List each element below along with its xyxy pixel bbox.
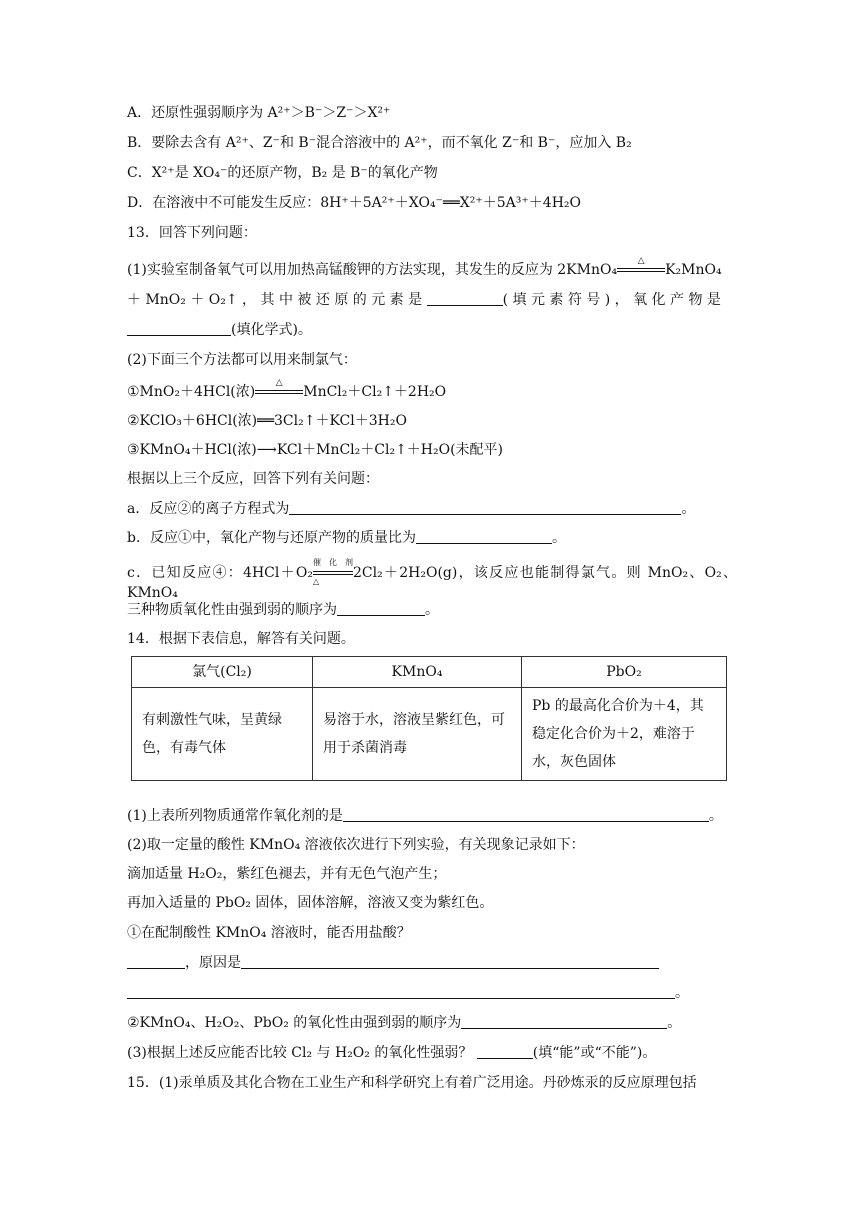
q14-part3-text-a: (3)根据上述反应能否比较 Cl₂ 与 H₂O₂ 的氧化性强弱？ [127,1045,473,1061]
q13-question-b [127,528,737,548]
catalyst-label: 催化剂 [312,558,353,567]
q14-observation-1: 滴加适量 H₂O₂，紫红色褪去，并有无色气泡产生； [127,866,447,882]
q14-sub1-answer-line2 [127,983,737,1003]
q12-option-d: D．在溶液中不可能发生反应：8H⁺＋5A²⁺＋XO₄⁻══X²⁺＋5A³⁺＋4H₂O [127,195,582,211]
q13-part1-text-a: (1)实验室制备氧气可以用加热高锰酸钾的方法实现，其发生的反应为 2KMnO₄ [127,262,618,278]
period: 。 [551,530,566,546]
table-row [132,688,727,781]
answer-blank[interactable] [343,807,709,822]
answer-blank[interactable] [127,954,185,969]
q15-line: 15．(1)汞单质及其化合物在工业生产和科学研究上有着广泛用途。丹砂炼汞的反应原理包括 [127,1075,697,1091]
answer-blank[interactable] [461,1014,667,1029]
table-header: KMnO₄ [313,657,522,688]
q14-sub1-answer-line [127,953,737,973]
heat-sign: △ [637,256,645,266]
heat-sign: △ [275,378,283,388]
q14-part1 [127,806,737,826]
reaction-3: ③KMnO₄＋HCl(浓)⟶KCl＋MnCl₂＋Cl₂↑＋H₂O(未配平) [127,442,504,458]
table-header: PbO₂ [522,657,727,688]
period: 。 [708,808,723,824]
reaction-1-left: ①MnO₂＋4HCl(浓) [127,384,256,400]
period: 。 [425,602,439,618]
q13-question-c-line2-text: 三种物质氧化性由强到弱的顺序为 [127,602,337,618]
answer-blank[interactable] [337,601,425,616]
q14-part3 [127,1043,737,1063]
property-table [131,656,727,781]
reaction-1-right: MnCl₂＋Cl₂↑＋2H₂O [303,384,447,400]
q14-sub1: ①在配制酸性 KMnO₄ 溶液时，能否用盐酸？ [127,925,411,941]
table-cell: 有刺激性气味，呈黄绿色，有毒气体 [132,688,313,781]
table-header-row [132,657,727,688]
period: 。 [675,985,689,1001]
q13-question-a-text: a．反应②的离子方程式为 [127,501,290,517]
q13-question-c-text-a: c．已知反应④：4HCl＋O₂ [127,565,313,581]
q12-option-b: B．要除去含有 A²⁺、Z⁻和 B⁻混合溶液中的 A²⁺，而不氧化 Z⁻和 B⁻，应加入 B₂ [127,135,632,151]
answer-blank[interactable] [477,1044,533,1059]
q13-part1-line2-a: ＋ MnO₂ ＋ O₂↑ ， 其 中 被 还 原 的 元 素 是 [127,292,423,308]
q12-option-c: C．X²⁺是 XO₄⁻的还原产物，B₂ 是 B⁻的氧化产物 [127,165,438,181]
catalyst-heat-equals-sign [312,558,353,586]
reaction-2: ②KClO₃＋6HCl(浓)══3Cl₂↑＋KCl＋3H₂O [127,413,407,429]
table-cell: Pb 的最高化合价为＋4，其稳定化合价为＋2，难溶于水，灰色固体 [522,688,727,781]
table-cell: 易溶于水，溶液呈紫红色，可用于杀菌消毒 [313,688,522,781]
heat-equals-sign [255,378,303,402]
q13-question-b-text: b．反应①中，氧化产物与还原产物的质量比为 [127,530,416,546]
q13-part2-title: (2)下面三个方法都可以用来制氯气： [127,352,357,368]
heat-sign: △ [312,577,320,586]
q13-question-a [127,499,737,519]
q13-title: 13．回答下列问题： [127,225,257,241]
q14-sub2 [127,1013,737,1033]
q13-part1-line2 [127,290,737,310]
q13-part1-line3 [127,320,737,340]
q14-sub1-reason-label: ，原因是 [185,955,241,971]
q13-part1-line1 [127,256,737,280]
q13-intro: 根据以上三个反应，回答下列有关问题： [127,471,379,487]
reaction-1 [127,378,737,402]
q13-question-c-text-b: 2Cl₂＋2H₂O(g)，该反应也能制得氯气。则 MnO₂、O₂、KMnO₄ [127,565,737,601]
answer-blank[interactable] [289,500,681,515]
q12-option-a: A．还原性强弱顺序为 A²⁺＞B⁻＞Z⁻＞X²⁺ [127,105,391,121]
q13-part1-line2-b: ( 填 元 素 符 号 ) ， 氧 化 产 物 是 [502,292,721,308]
q13-question-c-line1 [127,558,737,603]
q14-part3-text-b: (填“能”或“不能”)。 [532,1045,657,1061]
period: 。 [667,1015,682,1031]
answer-blank[interactable] [127,321,231,336]
q14-sub2-text: ②KMnO₄、H₂O₂、PbO₂ 的氧化性由强到弱的顺序为 [127,1015,462,1031]
q13-question-c-line2 [127,600,737,620]
heat-equals-sign [617,256,665,280]
q13-part1-line3-text: (填化学式)。 [231,322,312,338]
q14-part1-text: (1)上表所列物质通常作氧化剂的是 [127,808,343,824]
q14-part2: (2)取一定量的酸性 KMnO₄ 溶液依次进行下列实验，有关现象记录如下： [127,837,585,853]
table-header: 氯气(Cl₂) [132,657,313,688]
answer-blank[interactable] [127,984,675,999]
q14-title: 14．根据下表信息，解答有关问题。 [127,631,355,647]
answer-blank[interactable] [427,291,503,306]
period: 。 [681,501,696,517]
answer-blank[interactable] [241,954,659,969]
answer-blank[interactable] [416,529,552,544]
q14-observation-2: 再加入适量的 PbO₂ 固体，固体溶解，溶液又变为紫红色。 [127,895,494,911]
q13-part1-text-b: K₂MnO₄ [665,262,722,278]
